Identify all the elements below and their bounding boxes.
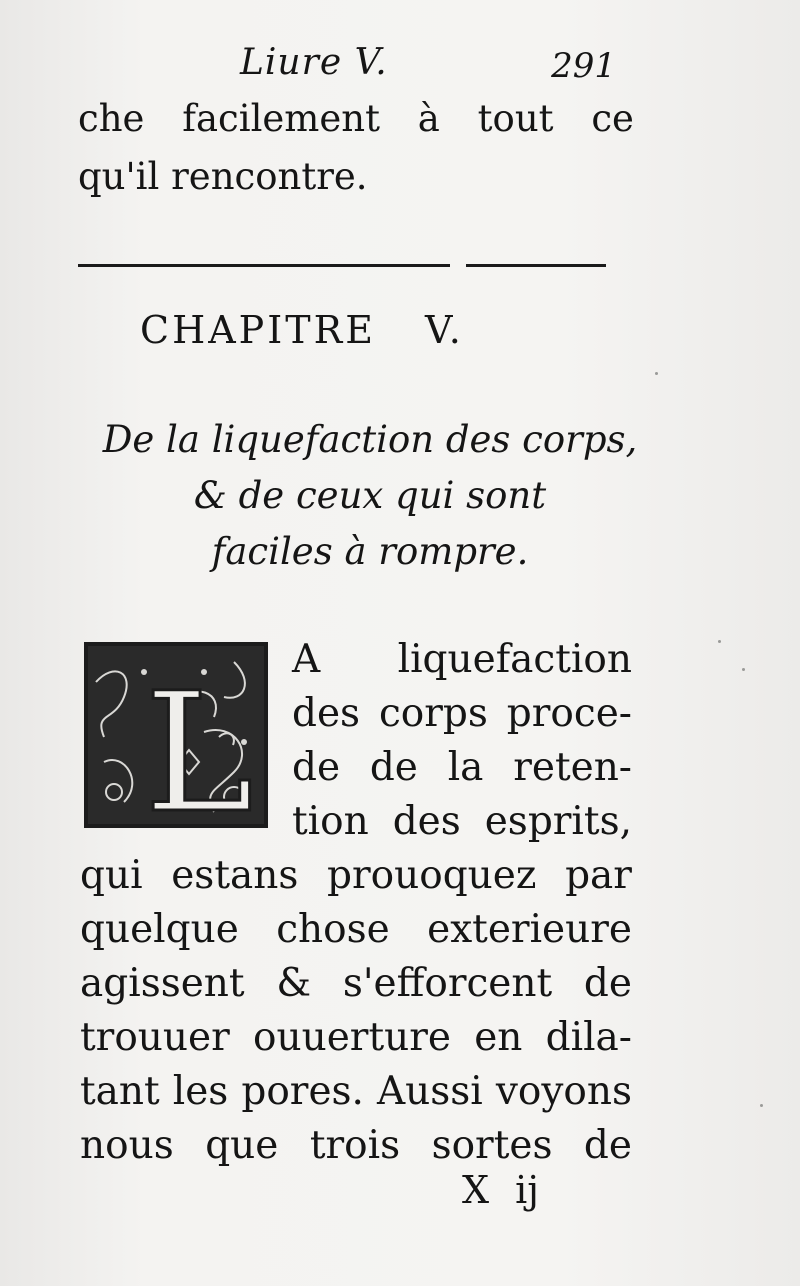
chapter-subtitle-line-3: faciles à rompre. xyxy=(211,530,529,573)
running-title: Liure V. xyxy=(240,42,388,83)
decorated-drop-cap xyxy=(84,642,268,828)
section-rule-left xyxy=(78,264,450,267)
running-head xyxy=(240,42,620,92)
chapter-subtitle-line-1: De la liquefaction des corps, xyxy=(102,418,638,461)
paragraph-line-7: agissent & s'efforcent de xyxy=(80,961,632,1006)
paragraph-line-8: trouuer ouuerture en dila- xyxy=(80,1015,632,1060)
paragraph-line-6: quelque chose exterieure xyxy=(80,907,632,952)
paragraph-line-10: nous que trois sortes de xyxy=(80,1123,632,1168)
drop-cap-letter: L xyxy=(144,657,254,828)
paragraph-line-5: qui estans prouoquez par xyxy=(80,853,632,898)
section-rule-right xyxy=(466,264,606,267)
paper-speck xyxy=(655,372,658,375)
paragraph-line-9: tant les pores. Aussi voyons xyxy=(80,1069,632,1114)
paper-speck xyxy=(718,640,721,643)
paragraph-line-3: de de la reten- xyxy=(292,745,632,790)
carryover-line-1: che facilement à tout ce xyxy=(78,97,634,140)
paragraph-line-4: tion des esprits, xyxy=(292,799,632,844)
chapter-heading: CHAPITRE V. xyxy=(140,308,464,352)
page-number: 291 xyxy=(551,46,616,86)
paper-speck xyxy=(760,1104,763,1107)
paper-speck xyxy=(742,668,745,671)
carryover-line-2: qu'il rencontre. xyxy=(78,155,368,198)
chapter-subtitle-line-2: & de ceux qui sont xyxy=(193,474,547,517)
signature-mark: X ij xyxy=(462,1168,540,1212)
paragraph-line-1: A liquefaction xyxy=(292,637,632,682)
paragraph-line-2: des corps proce- xyxy=(292,691,632,736)
